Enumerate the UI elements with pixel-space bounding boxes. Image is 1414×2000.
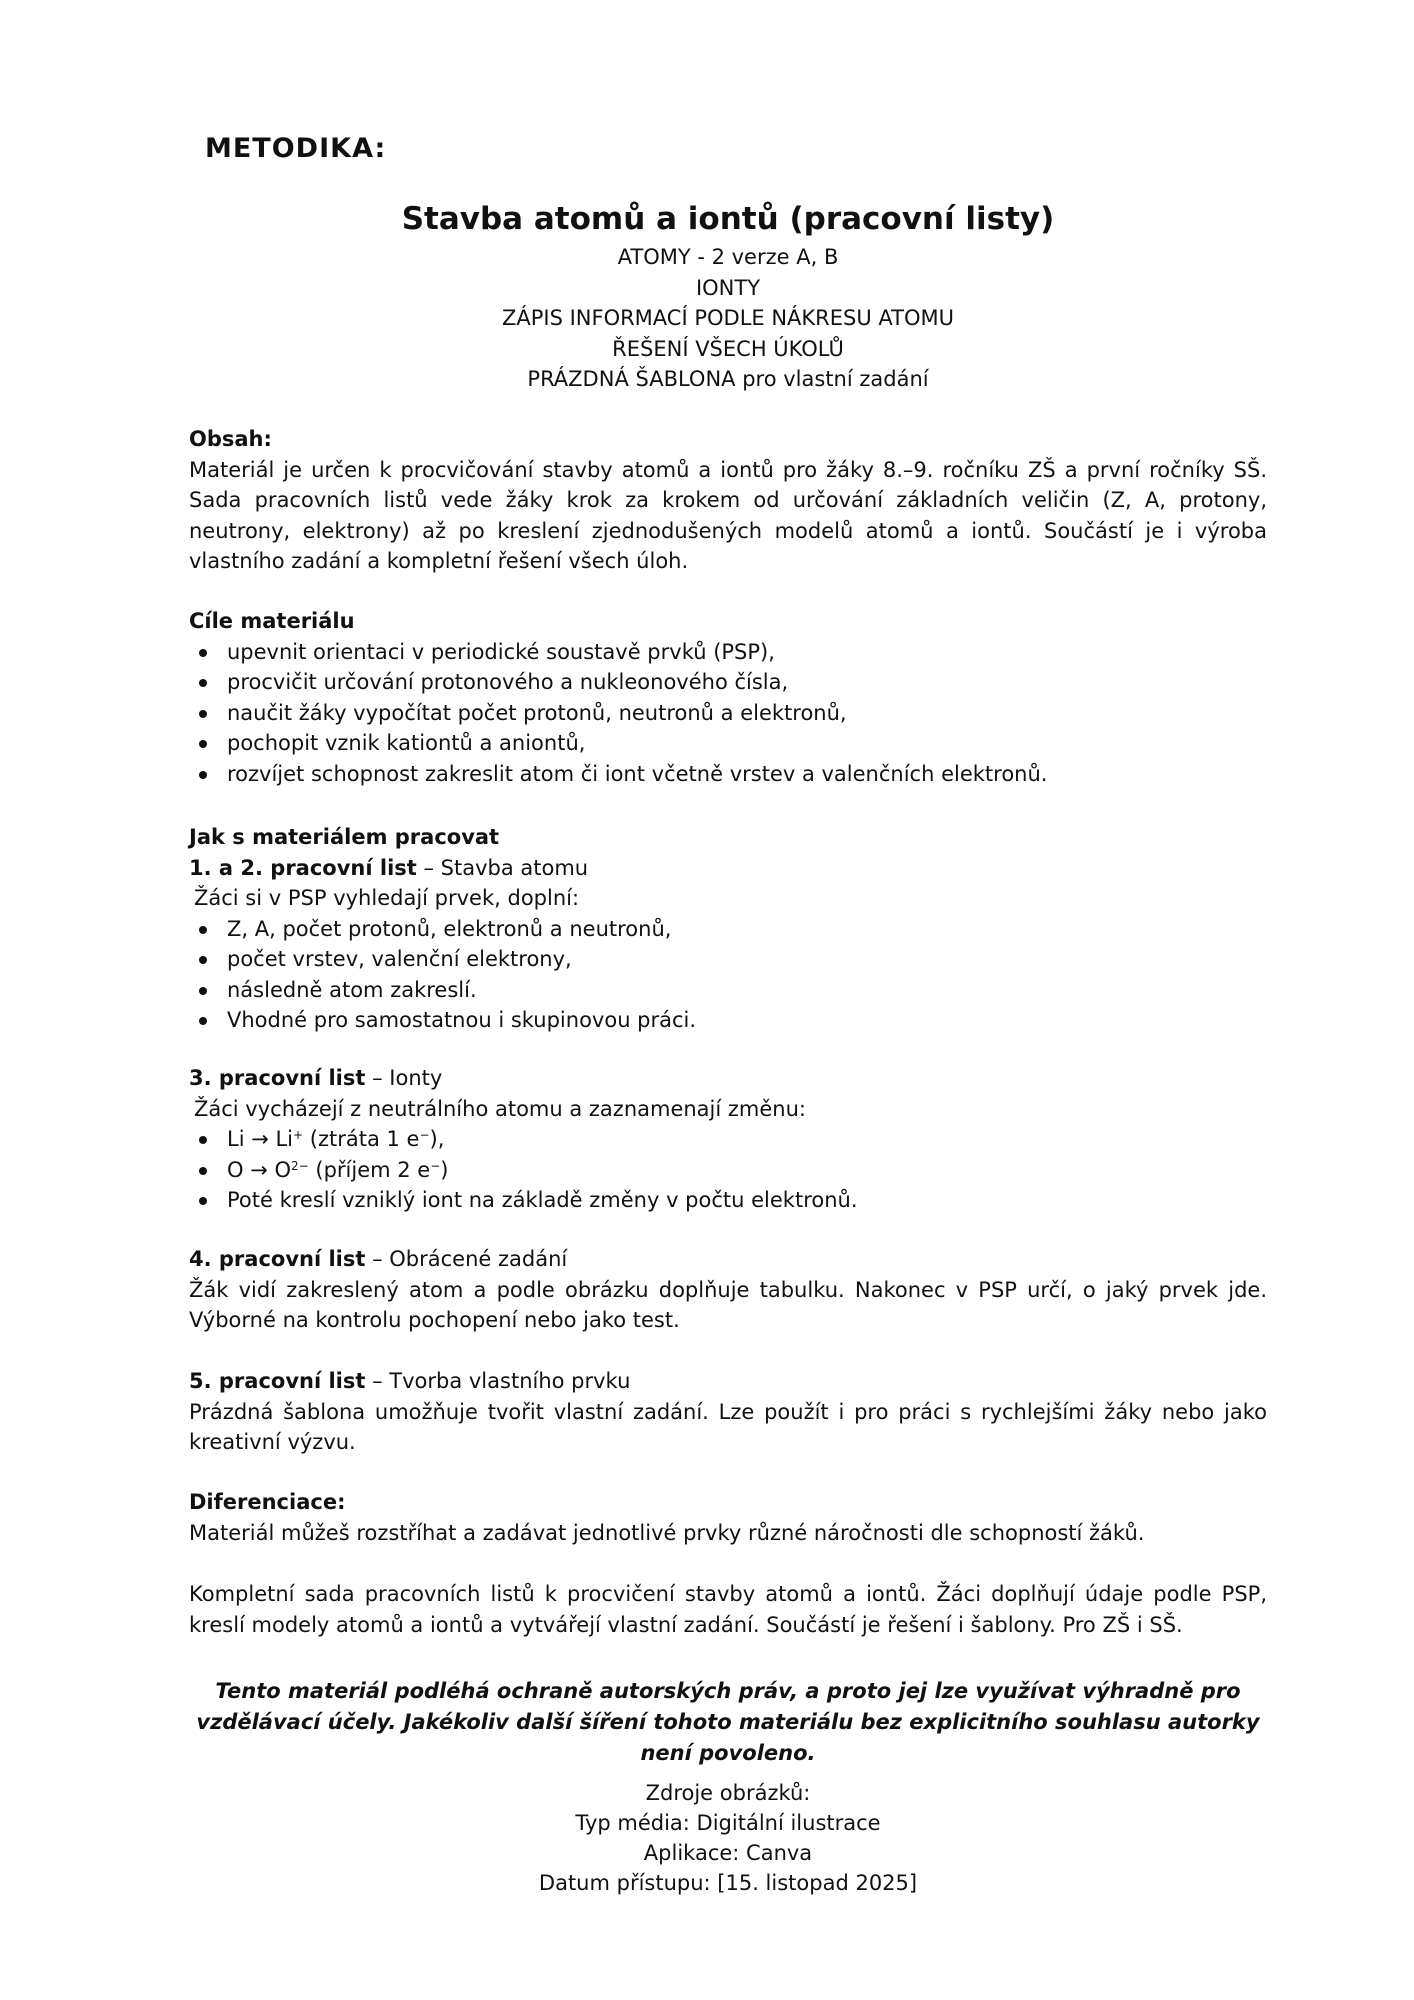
list4-title-rest: – Obrácené zadání xyxy=(365,1247,568,1271)
list-item-text: rozvíjet schopnost zakreslit atom či iont včetně vrstev a valenčních elektronů. xyxy=(227,761,1048,786)
list-item xyxy=(189,1124,1267,1155)
list12-title-rest: – Stavba atomu xyxy=(416,855,589,880)
section-list4 xyxy=(189,1244,1267,1336)
list-item xyxy=(189,698,1267,729)
sources-media: Typ média: Digitální ilustrace xyxy=(575,1811,881,1835)
bullet-icon xyxy=(199,649,207,657)
list-item xyxy=(189,759,1267,790)
list-item-text: počet vrstev, valenční elektrony, xyxy=(227,947,572,971)
subtitle-line: IONTY xyxy=(695,275,761,300)
list5-title-bold: 5. pracovní list xyxy=(189,1369,366,1393)
ion-text: O → O xyxy=(227,1157,292,1182)
list-item-text: Vhodné pro samostatnou i skupinovou práci. xyxy=(227,1008,697,1032)
list-item xyxy=(189,667,1267,698)
list-item-text: následně atom zakreslí. xyxy=(227,977,477,1002)
bullet-icon xyxy=(199,956,207,964)
copyright-notice: Tento materiál podléhá ochraně autorských práv, a proto jej lze využívat výhradně pro vzdělávací účely. Jakékoliv další šíření tohoto materiálu bez explicitního souhlasu autorky není povoleno. xyxy=(196,1679,1260,1765)
list-item xyxy=(189,944,1267,975)
diferenciace-heading: Diferenciace: xyxy=(189,1490,346,1514)
bullet-icon xyxy=(199,740,207,748)
sources-app: Aplikace: Canva xyxy=(643,1841,813,1865)
section-summary xyxy=(189,1579,1267,1640)
list12-title-bold: 1. a 2. pracovní list xyxy=(189,855,417,880)
section-jak-pracovat xyxy=(189,822,1267,1036)
ion-text: (příjem 2 e xyxy=(308,1157,431,1182)
list4-text: Žák vidí zakreslený atom a podle obrázku doplňuje tabulku. Nakonec v PSP určí, o jaký prvek jde. Výborné na kontrolu pochopení nebo jako test. xyxy=(189,1277,1267,1332)
ion-text: Li → Li xyxy=(227,1127,294,1151)
bullet-icon xyxy=(199,987,207,995)
sources-date: Datum přístupu: [15. listopad 2025] xyxy=(538,1871,918,1895)
bullet-icon xyxy=(199,1017,207,1025)
list-item-text: Z, A, počet protonů, elektronů a neutronů, xyxy=(227,916,672,941)
list-item xyxy=(189,637,1267,668)
list3-intro: Žáci vycházejí z neutrálního atomu a zaznamenají změnu: xyxy=(194,1096,806,1121)
metodika-label: METODIKA: xyxy=(205,133,387,164)
list-item-text: pochopit vznik kationtů a aniontů, xyxy=(227,731,586,755)
section-obsah xyxy=(189,424,1267,577)
image-sources xyxy=(189,1778,1267,1898)
list-item-text: upevnit orientaci v periodické soustavě prvků (PSP), xyxy=(227,639,775,664)
document-header xyxy=(189,196,1267,395)
list-item-text: Poté kreslí vzniklý iont na základě změny v počtu elektronů. xyxy=(227,1188,858,1212)
bullet-icon xyxy=(199,679,207,687)
list-item xyxy=(189,1155,1267,1186)
list12-intro: Žáci si v PSP vyhledají prvek, doplní: xyxy=(194,886,580,910)
section-list3 xyxy=(189,1063,1267,1216)
list4-title-bold: 4. pracovní list xyxy=(189,1247,366,1271)
list3-items xyxy=(189,1124,1267,1216)
subtitle-line: ATOMY - 2 verze A, B xyxy=(617,245,839,269)
sources-heading: Zdroje obrázků: xyxy=(645,1781,811,1805)
electron-charge: − xyxy=(419,1128,430,1142)
ion-text: ) xyxy=(440,1157,449,1182)
bullet-icon xyxy=(199,771,207,779)
jak-heading: Jak s materiálem pracovat xyxy=(189,825,500,849)
obsah-text: Materiál je určen k procvičování stavby atomů a iontů pro žáky 8.–9. ročníku ZŠ a první ročníky SŠ. Sada pracovních listů vede žáky krok za krokem od určování základních veličin (Z, A, protony, neutrony, elektrony) až po kreslení zjednodušených modelů atomů a iontů. Součástí je i výroba vlastního zadání a kompletní řešení všech úloh. xyxy=(189,457,1267,573)
ion-text: ), xyxy=(429,1127,445,1151)
cile-heading: Cíle materiálu xyxy=(189,609,355,633)
document-title: Stavba atomů a iontů (pracovní listy) xyxy=(401,201,1055,237)
cile-list xyxy=(189,637,1267,790)
list3-title-rest: – Ionty xyxy=(365,1066,443,1090)
list-item-text: naučit žáky vypočítat počet protonů, neutronů a elektronů, xyxy=(227,700,847,725)
list3-title xyxy=(189,1063,1267,1094)
list-item xyxy=(189,975,1267,1006)
subtitle-line: PRÁZDNÁ ŠABLONA pro vlastní zadání xyxy=(527,367,929,391)
list-item xyxy=(189,728,1267,759)
list3-title-bold: 3. pracovní list xyxy=(189,1066,366,1090)
ion-charge: 2− xyxy=(291,1158,309,1173)
list5-text: Prázdná šablona umožňuje tvořit vlastní zadání. Lze použít i pro práci s rychlejšími žáky nebo jako kreativní výzvu. xyxy=(189,1399,1267,1454)
list5-title-rest: – Tvorba vlastního prvku xyxy=(365,1369,631,1393)
subtitle-line: ŘEŠENÍ VŠECH ÚKOLŮ xyxy=(612,336,844,361)
bullet-icon xyxy=(199,1136,207,1144)
list-item xyxy=(189,1005,1267,1036)
section-cile xyxy=(189,606,1267,789)
diferenciace-text: Materiál můžeš rozstříhat a zadávat jednotlivé prvky různé náročnosti dle schopností žáků. xyxy=(189,1520,1145,1545)
bullet-icon xyxy=(199,710,207,718)
list-item xyxy=(189,914,1267,945)
subtitle-line: ZÁPIS INFORMACÍ PODLE NÁKRESU ATOMU xyxy=(501,306,955,330)
list-item xyxy=(189,1185,1267,1216)
bullet-icon xyxy=(199,1197,207,1205)
list4-title xyxy=(189,1244,1267,1275)
bullet-icon xyxy=(199,1167,207,1175)
ion-text: (ztráta 1 e xyxy=(303,1127,420,1151)
list-item-text: procvičit určování protonového a nukleonového čísla, xyxy=(227,670,789,694)
section-list5 xyxy=(189,1366,1267,1458)
section-diferenciace xyxy=(189,1487,1267,1548)
list12-title xyxy=(189,853,1267,884)
bullet-icon xyxy=(199,926,207,934)
obsah-heading: Obsah: xyxy=(189,427,272,451)
list5-title xyxy=(189,1366,1267,1397)
list12-items xyxy=(189,914,1267,1036)
summary-text: Kompletní sada pracovních listů k procvičení stavby atomů a iontů. Žáci doplňují údaje podle PSP, kreslí modely atomů a iontů a vytvářejí vlastní zadání. Součástí je řešení i šablony. Pro ZŠ i SŠ. xyxy=(189,1582,1267,1637)
electron-charge: − xyxy=(430,1158,441,1173)
ion-charge: + xyxy=(293,1128,304,1142)
